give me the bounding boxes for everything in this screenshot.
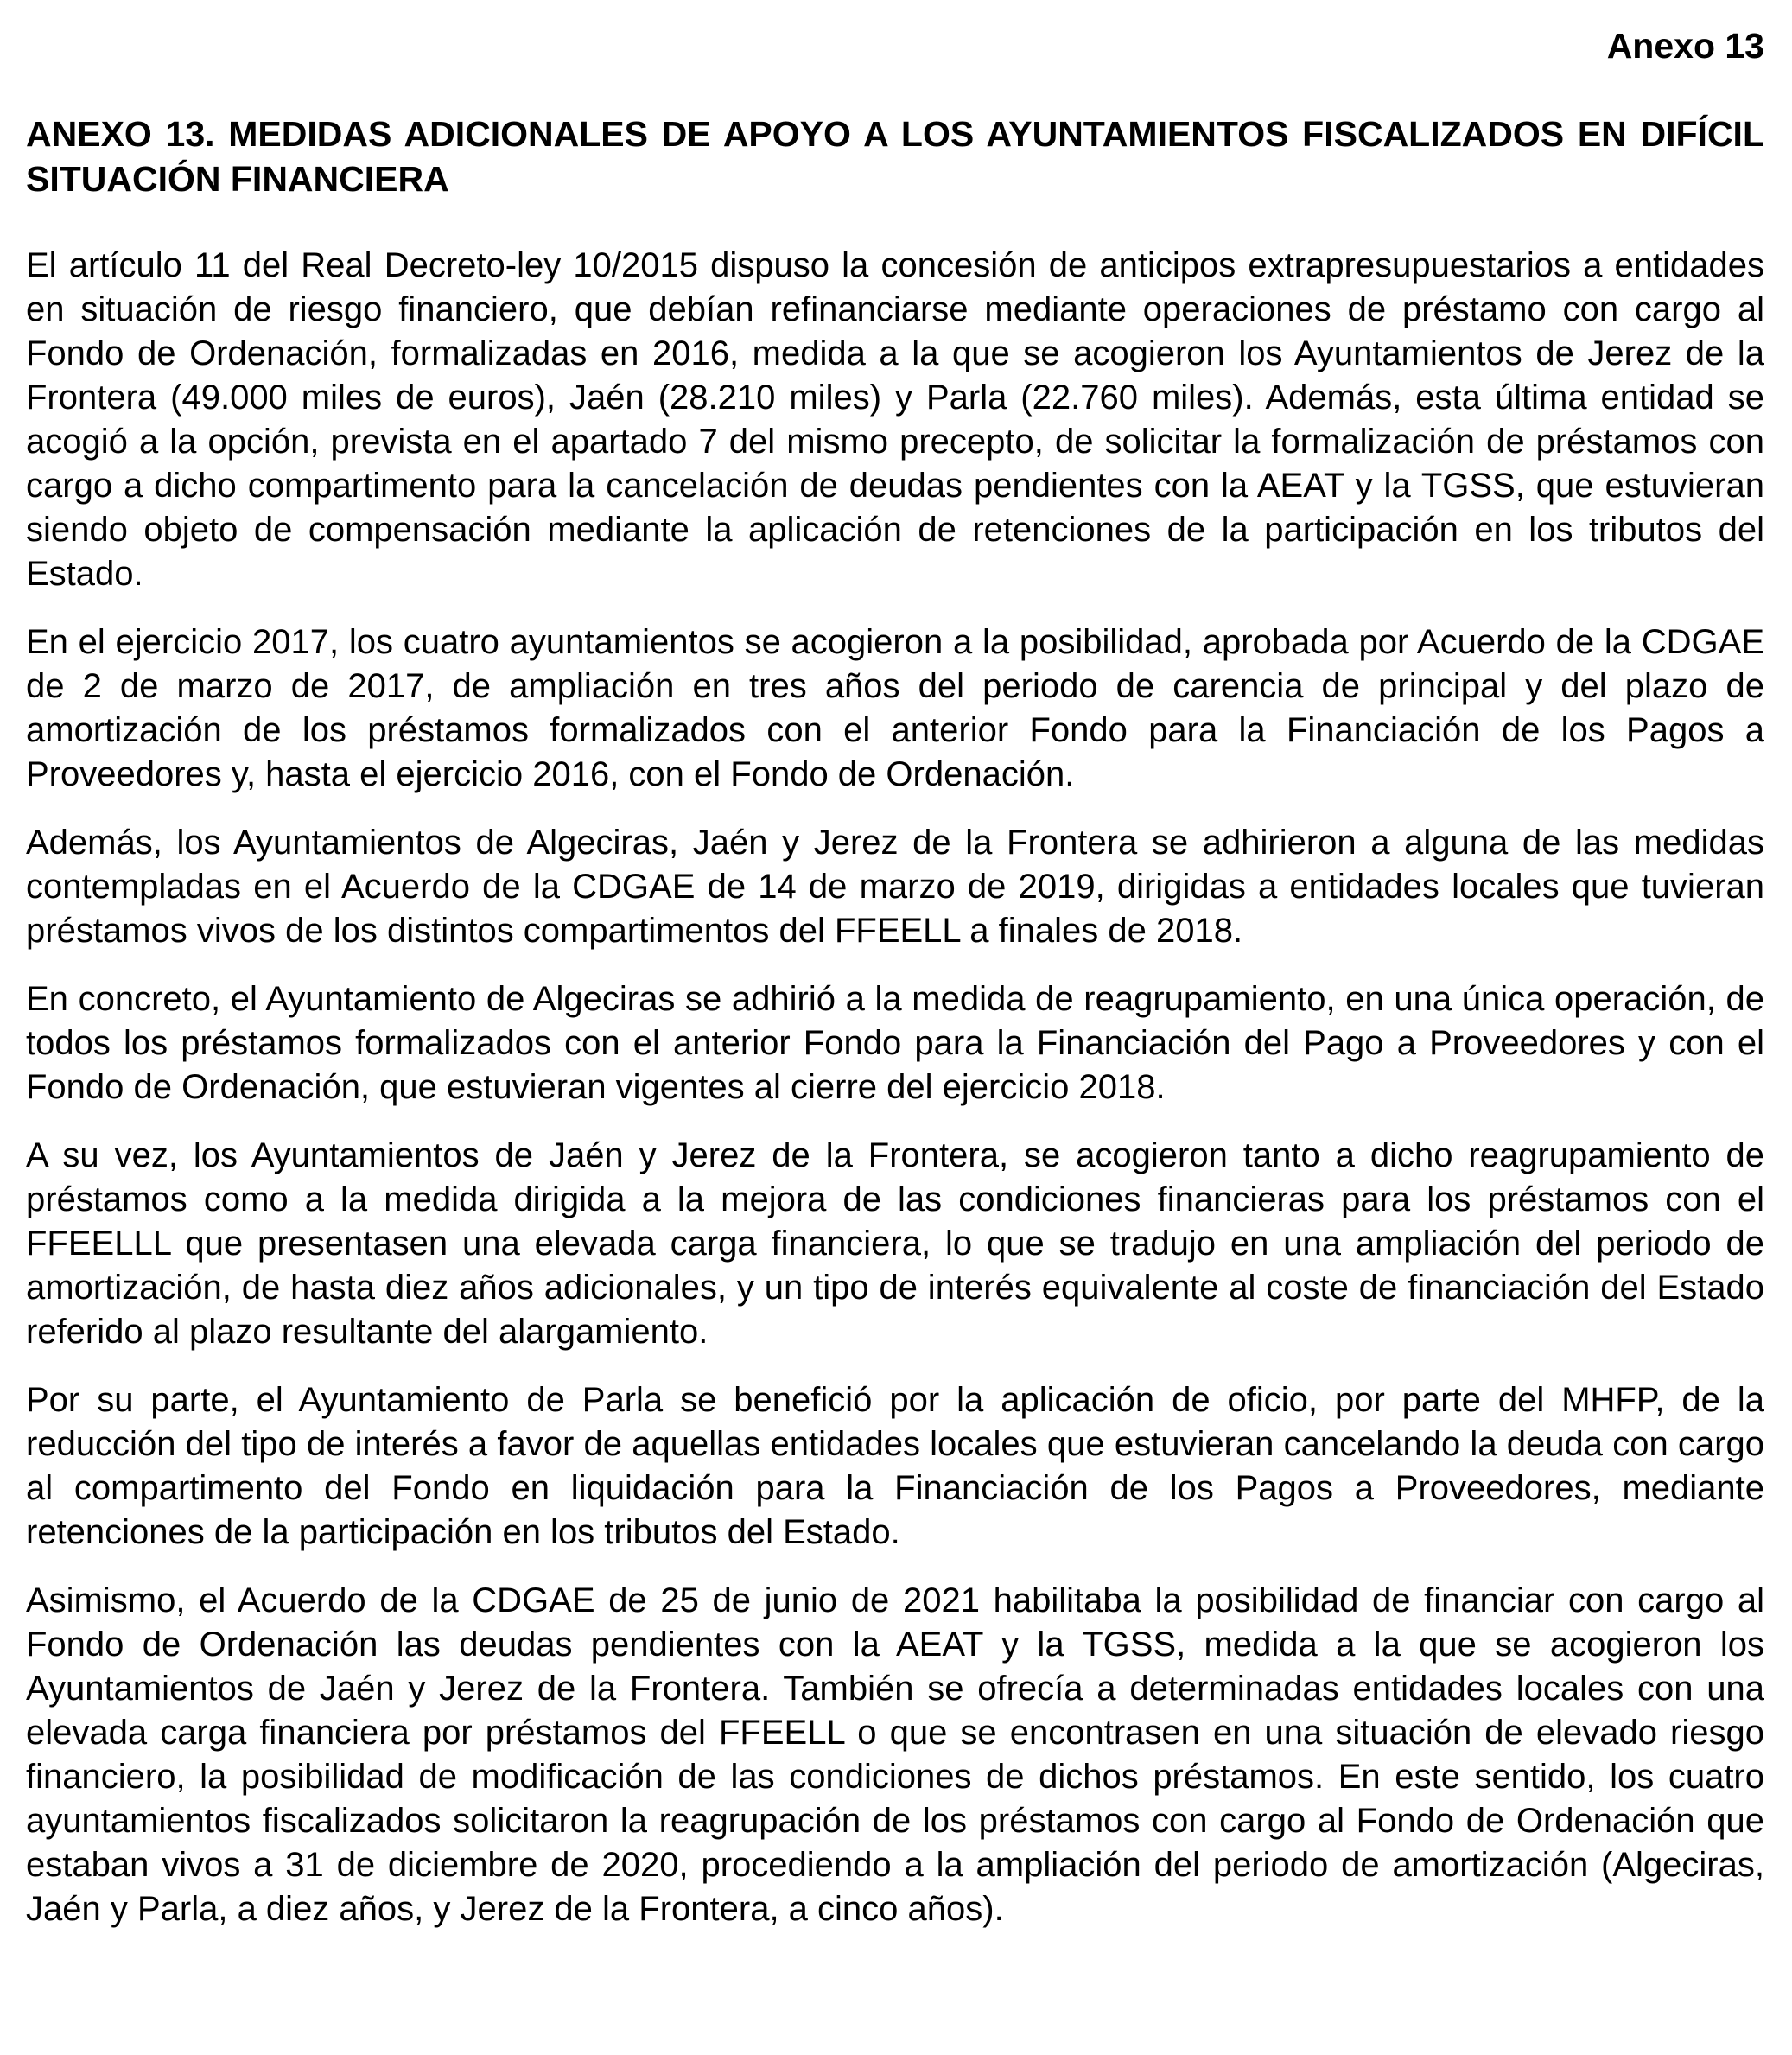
- document-body: [26, 244, 1764, 1956]
- paragraph-parla-reduccion-interes: Por su parte, el Ayuntamiento de Parla se benefició por la aplicación de oficio, por parte del MHFP, de la reducción del tipo de interés a favor de aquellas entidades locales que estuvieran cancelando la deuda con cargo al compartimento del Fondo en liquidación para la Financiación de los Pagos a Proveedores, mediante retenciones de la participación en los tributos del Estado.: [26, 1381, 1764, 1551]
- paragraph-jaen-jerez-medidas: A su vez, los Ayuntamientos de Jaén y Jerez de la Frontera, se acogieron tanto a dicho reagrupamiento de préstamos como a la medida dirigida a la mejora de las condiciones financieras para los préstamos con el FFEELLL que presentasen una elevada carga financiera, lo que se tradujo en una ampliación del periodo de amortización, de hasta diez años adicionales, y un tipo de interés equivalente al coste de financiación del Estado referido al plazo resultante del alargamiento.: [26, 1136, 1764, 1351]
- annex-label: Anexo 13: [1606, 26, 1764, 66]
- paragraph-acuerdo-cdgae-2021: Asimismo, el Acuerdo de la CDGAE de 25 de junio de 2021 habilitaba la posibilidad de financiar con cargo al Fondo de Ordenación las deudas pendientes con la AEAT y la TGSS, medida a la que se acogieron los Ayuntamientos de Jaén y Jerez de la Frontera. También se ofrecía a determinadas entidades locales con una elevada carga financiera por préstamos del FFEELL o que se encontrasen en una situación de elevado riesgo financiero, la posibilidad de modificación de las condiciones de dichos préstamos. En este sentido, los cuatro ayuntamientos fiscalizados solicitaron la reagrupación de los préstamos con cargo al Fondo de Ordenación que estaban vivos a 31 de diciembre de 2020, procediendo a la ampliación del periodo de amortización (Algeciras, Jaén y Parla, a diez años, y Jerez de la Frontera, a cinco años).: [26, 1581, 1764, 1928]
- paragraph-acuerdo-cdgae-2019: Además, los Ayuntamientos de Algeciras, Jaén y Jerez de la Frontera se adhirieron a alguna de las medidas contempladas en el Acuerdo de la CDGAE de 14 de marzo de 2019, dirigidas a entidades locales que tuvieran préstamos vivos de los distintos compartimentos del FFEELL a finales de 2018.: [26, 824, 1764, 950]
- paragraph-algeciras-reagrupamiento: En concreto, el Ayuntamiento de Algeciras se adhirió a la medida de reagrupamiento, en una única operación, de todos los préstamos formalizados con el anterior Fondo para la Financiación del Pago a Proveedores y con el Fondo de Ordenación, que estuvieran vigentes al cierre del ejercicio 2018.: [26, 980, 1764, 1106]
- paragraph-ejercicio-2017: En el ejercicio 2017, los cuatro ayuntamientos se acogieron a la posibilidad, aprobada por Acuerdo de la CDGAE de 2 de marzo de 2017, de ampliación en tres años del periodo de carencia de principal y del plazo de amortización de los préstamos formalizados con el anterior Fondo para la Financiación de los Pagos a Proveedores y, hasta el ejercicio 2016, con el Fondo de Ordenación.: [26, 623, 1764, 793]
- paragraph-anticipos-rdl-10-2015: El artículo 11 del Real Decreto-ley 10/2015 dispuso la concesión de anticipos extrapresupuestarios a entidades en situación de riesgo financiero, que debían refinanciarse mediante operaciones de préstamo con cargo al Fondo de Ordenación, formalizadas en 2016, medida a la que se acogieron los Ayuntamientos de Jerez de la Frontera (49.000 miles de euros), Jaén (28.210 miles) y Parla (22.760 miles). Además, esta última entidad se acogió a la opción, prevista en el apartado 7 del mismo precepto, de solicitar la formalización de préstamos con cargo a dicho compartimento para la cancelación de deudas pendientes con la AEAT y la TGSS, que estuvieran siendo objeto de compensación mediante la aplicación de retenciones de la participación en los tributos del Estado.: [26, 246, 1764, 593]
- document-title: ANEXO 13. MEDIDAS ADICIONALES DE APOYO A LOS AYUNTAMIENTOS FISCALIZADOS EN DIFÍCIL SITUACIÓN FINANCIERA: [26, 114, 1764, 199]
